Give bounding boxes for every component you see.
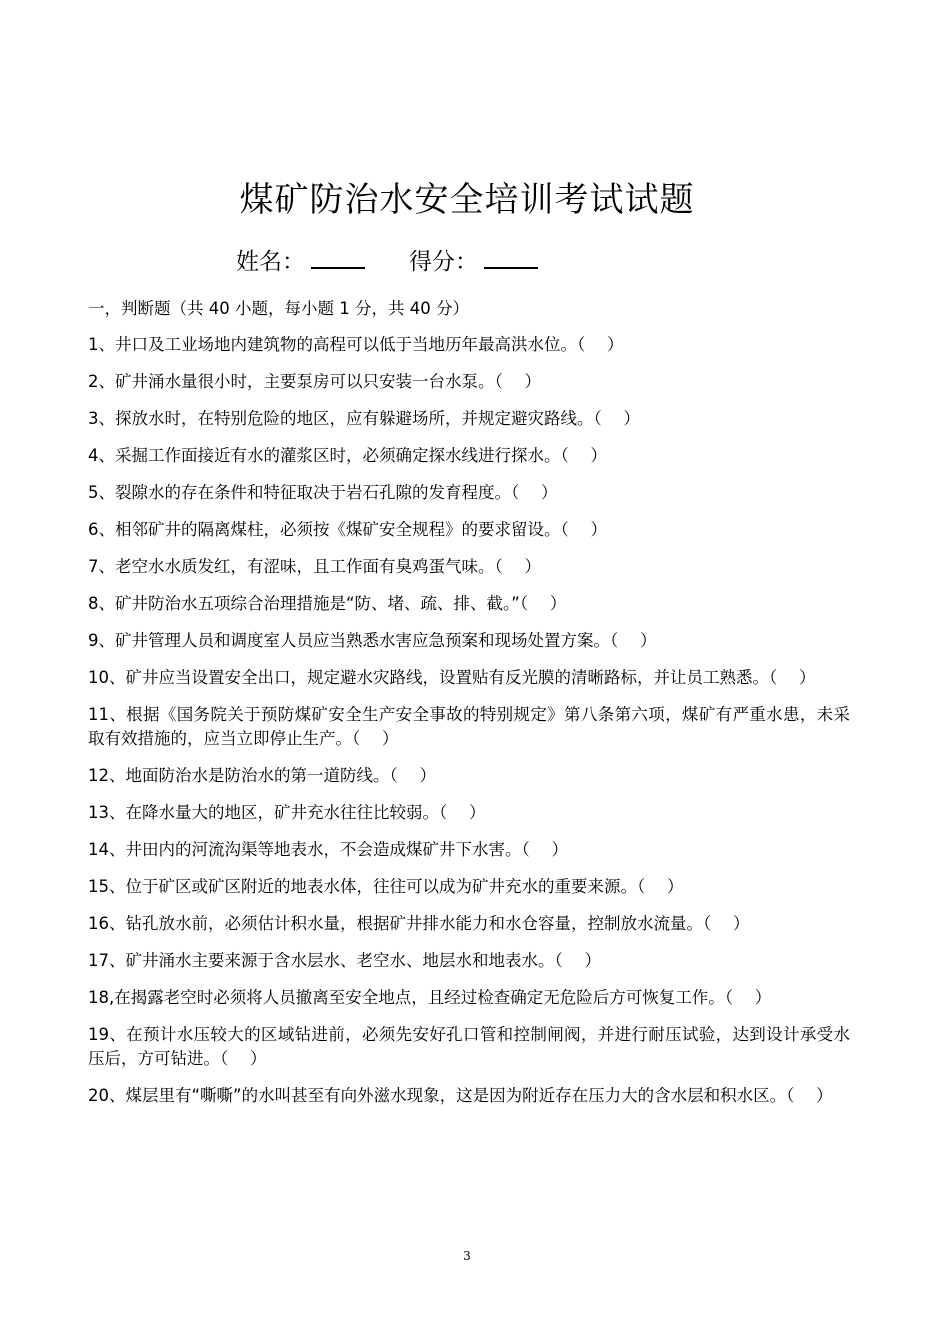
question-17: 17、矿井涌水主要来源于含水层水、老空水、地层水和地表水。（ ）	[88, 951, 601, 970]
score-field[interactable]	[484, 245, 538, 269]
question-11: 11、根据《国务院关于预防煤矿安全生产安全事故的特别规定》第八条第六项，煤矿有严重水患，未采取有效措施的，应当立即停止生产。（ ）	[88, 705, 850, 748]
name-label: 姓名：	[236, 249, 305, 275]
name-field[interactable]	[311, 245, 365, 269]
question-19: 19、在预计水压较大的区域钻进前，必须先安好孔口管和控制闸阀，并进行耐压试验，达到设计承受水压后，方可钻进。（ ）	[88, 1025, 850, 1068]
question-9: 9、矿井管理人员和调度室人员应当熟悉水害应急预案和现场处置方案。（ ）	[88, 631, 657, 650]
question-13: 13、在降水量大的地区，矿井充水往往比较弱。（ ）	[88, 803, 486, 822]
question-7: 7、老空水水质发红，有涩味，且工作面有臭鸡蛋气味。（ ）	[88, 557, 541, 576]
question-16: 16、钻孔放水前，必须估计积水量，根据矿井排水能力和水仓容量，控制放水流量。（ ）	[88, 914, 750, 933]
section-heading: 一，判断题（共 40 小题，每小题 1 分，共 40 分）	[88, 299, 469, 318]
question-10: 10、矿井应当设置安全出口，规定避水灾路线，设置贴有反光膜的清晰路标，并让员工熟悉。（ ）	[88, 668, 816, 687]
question-14: 14、井田内的河流沟渠等地表水，不会造成煤矿井下水害。（ ）	[88, 840, 568, 859]
question-20: 20、煤层里有“嘶嘶”的水叫甚至有向外滋水现象，这是因为附近存在压力大的含水层和积水区。（ ）	[88, 1086, 833, 1105]
exam-info	[236, 243, 538, 276]
page-title: 煤矿防治水安全培训考试试题	[239, 180, 695, 220]
question-2: 2、矿井涌水量很小时，主要泵房可以只安装一台水泵。（ ）	[88, 372, 541, 391]
question-3: 3、探放水时，在特别危险的地区，应有躲避场所，并规定避灾路线。（ ）	[88, 409, 640, 428]
exam-content	[88, 296, 850, 1121]
question-8: 8、矿井防治水五项综合治理措施是“防、堵、疏、排、截。”（ ）	[88, 594, 567, 613]
question-1: 1、井口及工业场地内建筑物的高程可以低于当地历年最高洪水位。（ ）	[88, 335, 624, 354]
question-12: 12、地面防治水是防治水的第一道防线。（ ）	[88, 766, 436, 785]
question-15: 15、位于矿区或矿区附近的地表水体，往往可以成为矿井充水的重要来源。（ ）	[88, 877, 684, 896]
question-4: 4、采掘工作面接近有水的灌浆区时，必须确定探水线进行探水。（ ）	[88, 446, 607, 465]
page-number: 3	[463, 1249, 471, 1263]
question-5: 5、裂隙水的存在条件和特征取决于岩石孔隙的发育程度。（ ）	[88, 483, 558, 502]
score-label: 得分：	[409, 249, 478, 275]
question-6: 6、相邻矿井的隔离煤柱，必须按《煤矿安全规程》的要求留设。（ ）	[88, 520, 607, 539]
question-18: 18,在揭露老空时必须将人员撤离至安全地点，且经过检查确定无危险后方可恢复工作。（ ）	[88, 988, 772, 1007]
